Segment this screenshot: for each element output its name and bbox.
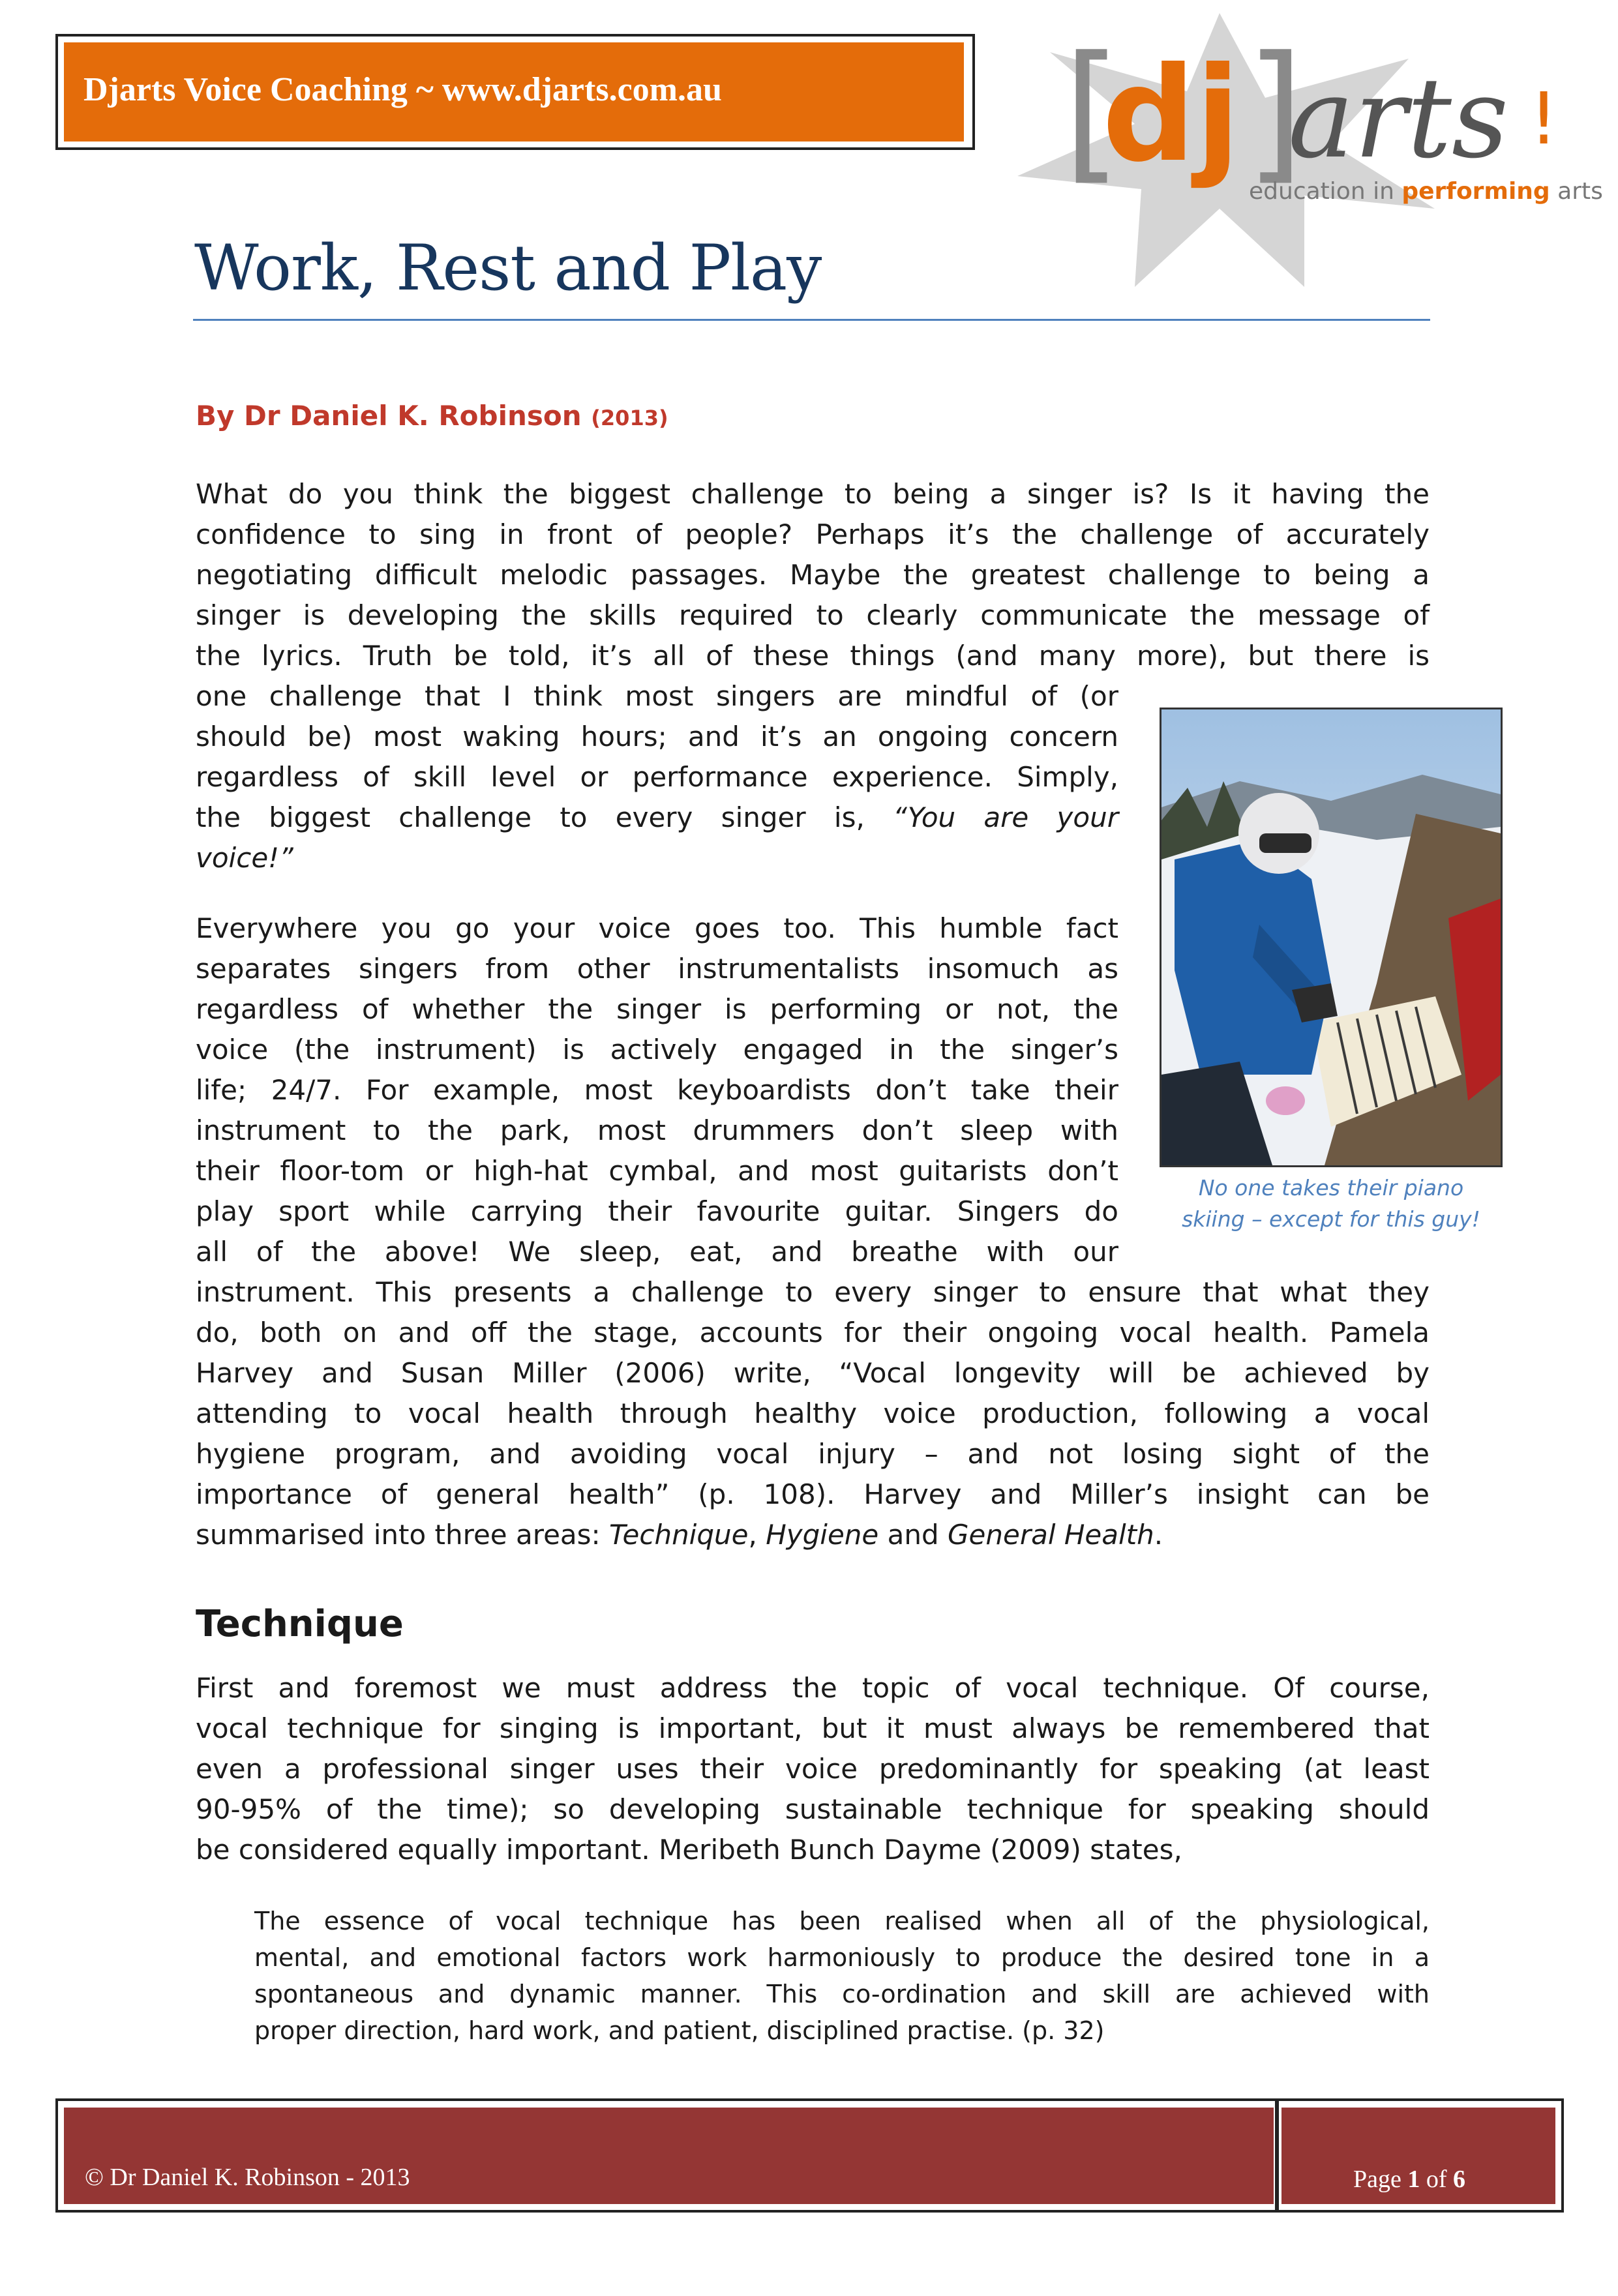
text-line: life; 24/7. For example, most keyboardists don’t take their	[196, 1074, 1118, 1106]
text-line: importance of general health” (p. 108). Harvey and Miller’s insight can be	[196, 1478, 1430, 1510]
logo-bracket-close: ]	[1246, 25, 1304, 199]
text-line: Everywhere you go your voice goes too. This humble fact	[196, 912, 1118, 944]
text-line: should be) most waking hours; and it’s an ongoing concern	[196, 721, 1118, 753]
text-fragment: and	[878, 1519, 948, 1551]
photo-caption-line-1: No one takes their piano	[1198, 1175, 1464, 1200]
logo-tagline-a: education in	[1249, 178, 1402, 205]
term-technique: Technique	[609, 1519, 749, 1551]
text-fragment: the biggest challenge to every singer is,	[196, 801, 893, 833]
page-word: Page	[1353, 2166, 1408, 2193]
text-line: vocal technique for singing is important, but it must always be remembered that	[196, 1712, 1430, 1744]
text-line: What do you think the biggest challenge to being a singer is? Is it having the	[196, 478, 1430, 510]
text-line: do, both on and off the stage, accounts for their ongoing vocal health. Pamela	[196, 1317, 1430, 1349]
photo-caption-line-2: skiing – except for this guy!	[1182, 1206, 1480, 1232]
page-total: 6	[1453, 2166, 1466, 2193]
djarts-logo	[939, 13, 1603, 287]
quote-voice: voice!”	[196, 842, 293, 874]
footer-copyright: © Dr Daniel K. Robinson - 2013	[85, 2164, 410, 2191]
paragraph-2-wide	[196, 1272, 1430, 1555]
text-line: even a professional singer uses their voice predominantly for speaking (at least	[196, 1753, 1430, 1785]
quote-you-are-your: “You are your	[893, 801, 1118, 833]
text-line: the lyrics. Truth be told, it’s all of these things (and many more), but there is	[196, 640, 1430, 672]
text-line: separates singers from other instrumentalists insomuch as	[196, 953, 1118, 985]
technique-paragraph	[196, 1668, 1430, 1870]
section-heading-technique: Technique	[196, 1603, 404, 1645]
page-title: Work, Rest and Play	[194, 231, 822, 305]
piano-skiing-photo	[1160, 708, 1503, 1167]
text-line: singer is developing the skills required to clearly communicate the message of	[196, 599, 1430, 631]
block-quote	[254, 1903, 1430, 2049]
text-line: confidence to sing in front of people? Perhaps it’s the challenge of accurately	[196, 518, 1430, 550]
term-general-health: General Health	[947, 1519, 1154, 1551]
header-banner-text: Djarts Voice Coaching ~ www.djarts.com.au	[83, 71, 722, 108]
text-line: regardless of skill level or performance experience. Simply,	[196, 761, 1118, 793]
logo-tagline-c: arts	[1550, 178, 1603, 205]
of-word: of	[1420, 2166, 1454, 2193]
footer-page-number	[1353, 2165, 1465, 2194]
term-hygiene: Hygiene	[766, 1519, 879, 1551]
text-line: one challenge that I think most singers are mindful of (or	[196, 680, 1118, 712]
title-underline	[193, 319, 1430, 321]
photo-caption	[1161, 1172, 1501, 1235]
photo-illustration	[1161, 709, 1501, 1165]
text-line: all of the above! We sleep, eat, and breathe with our	[196, 1236, 1118, 1268]
intro-paragraph-wide	[196, 474, 1430, 676]
text-line	[196, 798, 1118, 838]
footer-divider	[1275, 2098, 1279, 2213]
logo-arts: arts	[1288, 54, 1509, 183]
text-line: attending to vocal health through healthy voice production, following a vocal	[196, 1397, 1430, 1429]
text-line: voice (the instrument) is actively engaged in the singer’s	[196, 1034, 1118, 1066]
text-line: be considered equally important. Meribeth Bunch Dayme (2009) states,	[196, 1834, 1182, 1866]
byline	[196, 400, 668, 432]
text-line: their floor-tom or high-hat cymbal, and most guitarists don’t	[196, 1155, 1118, 1187]
logo-tagline-b: performing	[1401, 178, 1550, 205]
text-line: instrument to the park, most drummers don’t sleep with	[196, 1114, 1118, 1146]
intro-paragraph-narrow	[196, 676, 1118, 878]
text-line: hygiene program, and avoiding vocal injury – and not losing sight of the	[196, 1438, 1430, 1470]
byline-author: By Dr Daniel K. Robinson	[196, 400, 582, 432]
text-line: instrument. This presents a challenge to every singer to ensure that what they	[196, 1276, 1430, 1308]
logo-bracket-open: [	[1063, 25, 1122, 199]
logo-tagline	[1249, 178, 1603, 205]
quote-line: The essence of vocal technique has been realised when all of the physiological,	[254, 1907, 1430, 1935]
quote-line: mental, and emotional factors work harmoniously to produce the desired tone in a	[254, 1943, 1430, 1972]
quote-line: spontaneous and dynamic manner. This co-ordination and skill are achieved with	[254, 1980, 1430, 2008]
page-current: 1	[1407, 2166, 1420, 2193]
text-fragment: ,	[748, 1519, 766, 1551]
text-line: Harvey and Susan Miller (2006) write, “Vocal longevity will be achieved by	[196, 1357, 1430, 1389]
paragraph-2-narrow	[196, 908, 1118, 1272]
text-line: regardless of whether the singer is performing or not, the	[196, 993, 1118, 1025]
text-line	[196, 1515, 1430, 1555]
text-fragment: summarised into three areas:	[196, 1519, 610, 1551]
text-line: 90-95% of the time); so developing sustainable technique for speaking should	[196, 1793, 1430, 1825]
byline-year: (2013)	[591, 406, 668, 430]
text-fragment: .	[1154, 1519, 1163, 1551]
text-line: play sport while carrying their favourite guitar. Singers do	[196, 1195, 1118, 1227]
logo-dj: dj	[1102, 39, 1240, 191]
text-line	[196, 838, 1118, 878]
logo-exclaim: !	[1529, 77, 1559, 160]
quote-line: proper direction, hard work, and patient, disciplined practise. (p. 32)	[254, 2016, 1105, 2045]
text-line: negotiating difficult melodic passages. Maybe the greatest challenge to being a	[196, 559, 1430, 591]
text-line: First and foremost we must address the topic of vocal technique. Of course,	[196, 1672, 1430, 1704]
